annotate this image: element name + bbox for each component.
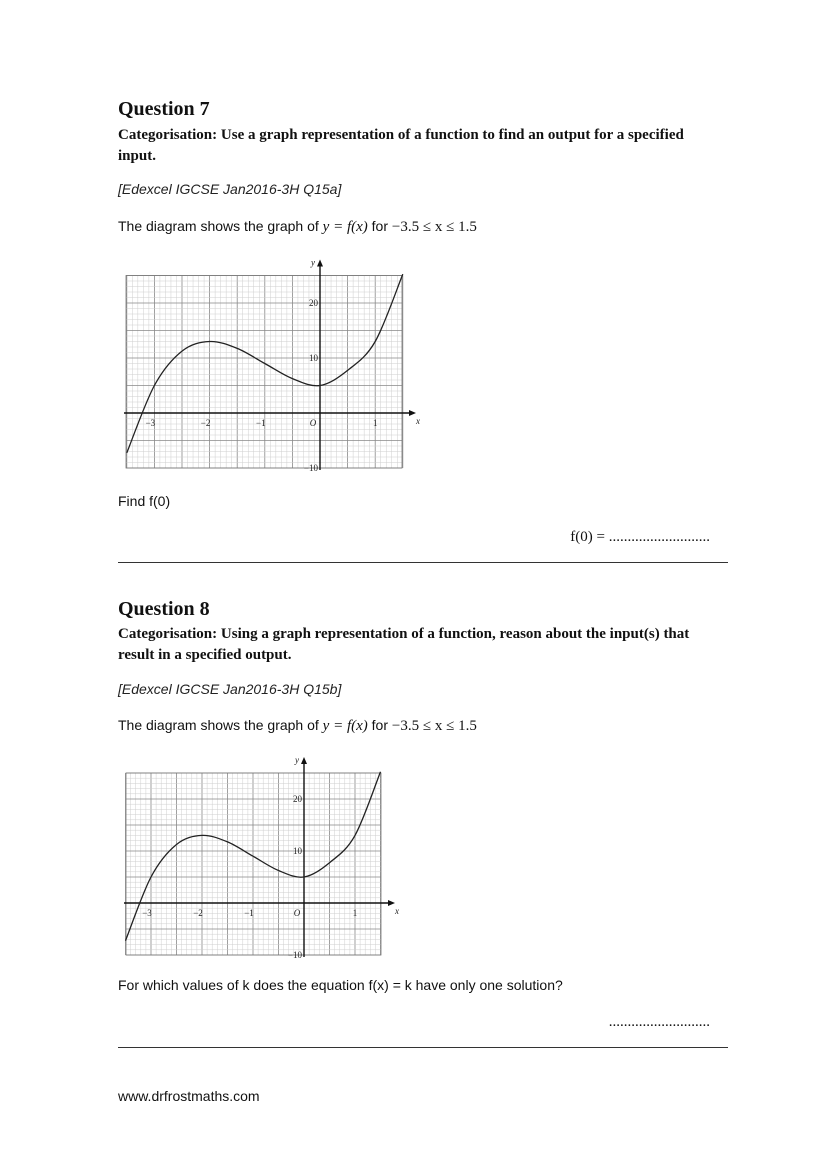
question-8-intro xyxy=(118,717,477,735)
grid-border xyxy=(126,773,381,955)
divider xyxy=(118,1047,728,1048)
y-tick-label: 20 xyxy=(309,298,318,308)
x-axis-arrow-icon xyxy=(388,900,395,906)
y-tick-label: 20 xyxy=(293,794,302,804)
intro-mid: for xyxy=(367,218,392,234)
question-8-categorisation: Categorisation: Using a graph representation of a function, reason about the input(s) that result in a specified output. xyxy=(118,626,690,663)
question-8-answer-line[interactable]: ........................... xyxy=(608,1014,710,1030)
origin-label: O xyxy=(293,908,301,918)
divider xyxy=(118,562,728,563)
x-axis-arrow-icon xyxy=(409,410,416,416)
x-tick-label: −1 xyxy=(244,908,254,918)
intro-range: −3.5 ≤ x ≤ 1.5 xyxy=(391,219,477,235)
x-axis-label: x xyxy=(416,416,420,426)
question-7-intro xyxy=(118,218,477,236)
x-tick-label: −3 xyxy=(145,418,156,428)
y-axis-label: y xyxy=(295,755,299,765)
x-tick-label: 1 xyxy=(372,418,378,428)
x-axis-label: x xyxy=(395,906,399,916)
x-tick-label: −1 xyxy=(256,418,266,428)
question-7-title: Question 7 xyxy=(118,98,210,120)
intro-equation: y = f(x) xyxy=(322,219,368,235)
intro-range: −3.5 ≤ x ≤ 1.5 xyxy=(391,718,477,734)
question-8-prompt: For which values of k does the equation f(x) = k have only one solution? xyxy=(118,977,563,993)
y-tick-label: −10 xyxy=(287,950,302,960)
y-axis-arrow-icon xyxy=(301,757,307,764)
x-tick-label: −2 xyxy=(193,908,203,918)
y-tick-label: −10 xyxy=(303,463,318,473)
question-8-title: Question 8 xyxy=(118,598,210,620)
intro-mid: for xyxy=(367,717,392,733)
question-7-prompt: Find f(0) xyxy=(118,493,171,509)
intro-prefix: The diagram shows the graph of xyxy=(118,717,323,733)
intro-equation: y = f(x) xyxy=(322,718,368,734)
grid-border xyxy=(126,276,402,469)
intro-prefix: The diagram shows the graph of xyxy=(118,218,323,234)
question-7-answer-line[interactable]: f(0) = ........................... xyxy=(570,529,710,545)
footer-url[interactable]: www.drfrostmaths.com xyxy=(118,1088,260,1104)
y-axis-arrow-icon xyxy=(317,260,323,267)
y-tick-label: 10 xyxy=(293,846,302,856)
question-7-categorisation: Categorisation: Use a graph representation of a function to find an output for a specified input. xyxy=(118,127,684,164)
y-axis-label: y xyxy=(311,257,315,268)
y-tick-label: 10 xyxy=(309,353,318,363)
origin-label: O xyxy=(309,418,317,428)
question-8-source: [Edexcel IGCSE Jan2016-3H Q15b] xyxy=(118,681,342,697)
x-tick-label: −2 xyxy=(200,418,211,428)
x-tick-label: 1 xyxy=(352,908,358,918)
question-8-graph xyxy=(110,752,410,962)
question-7-source: [Edexcel IGCSE Jan2016-3H Q15a] xyxy=(118,181,342,197)
x-tick-label: −3 xyxy=(142,908,152,918)
question-7-graph xyxy=(110,255,430,480)
